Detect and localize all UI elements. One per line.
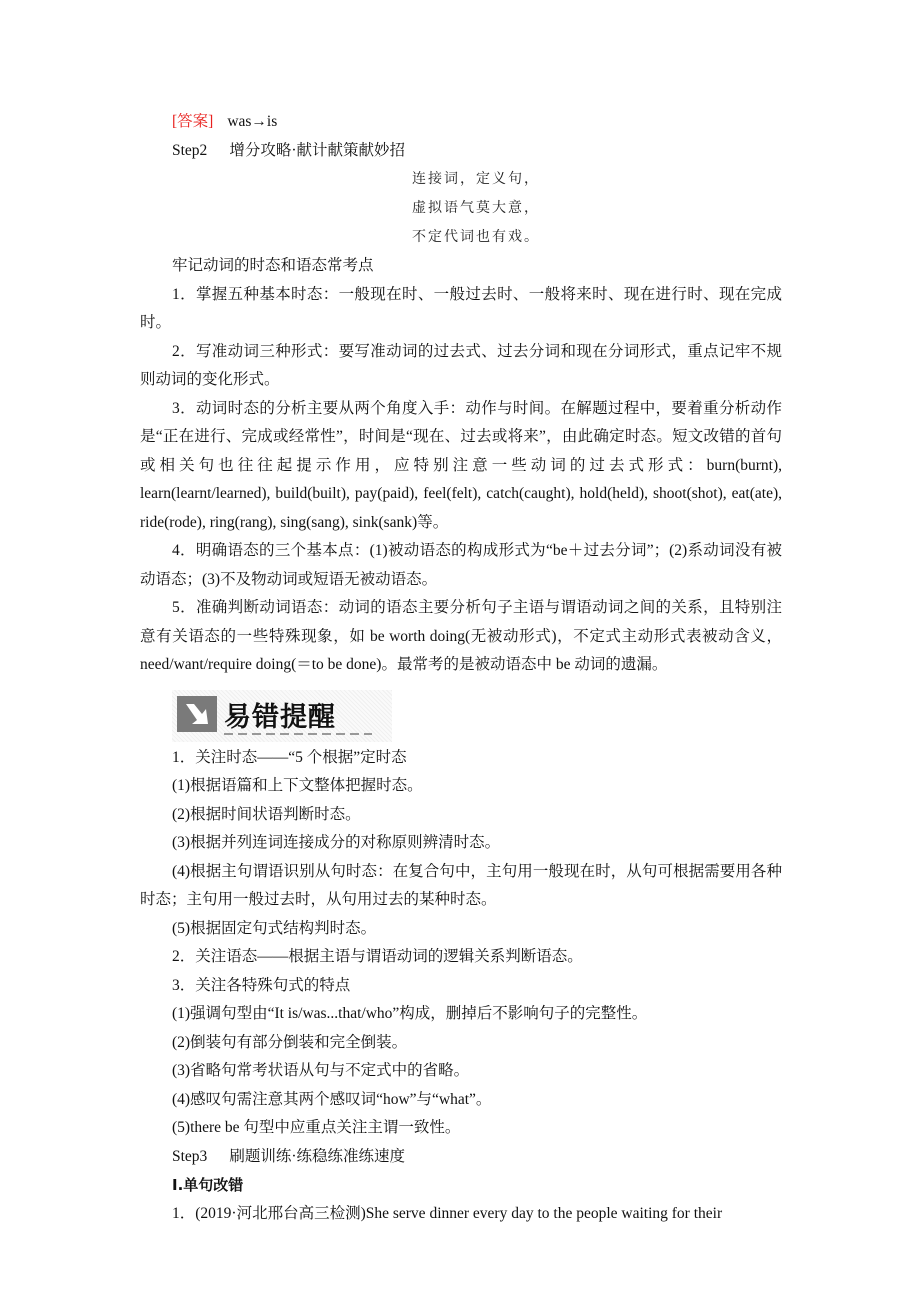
poem-line: 虚拟语气莫大意，: [412, 200, 540, 216]
point-5: 5．准确判断动词语态：动词的语态主要分析句子主语与谓语动词之间的关系，且特别注意有关语态的一些特殊现象，如 be worth doing(无被动形式)，不定式主动形式表被动含义，need/want/require doing(＝to be done)。最常考的是被动语态中 be 动词的遗漏。: [140, 599, 782, 673]
step2-number: Step2: [172, 141, 208, 159]
step3-number: Step3: [172, 1147, 208, 1165]
exercise-heading: Ⅰ.单句改错: [172, 1176, 244, 1194]
document-page: [140, 108, 782, 1228]
answer-label: [答案]: [172, 113, 214, 130]
reminder-1-sub: (2)根据时间状语判断时态。: [172, 805, 361, 823]
reminder-1-sub: (5)根据固定句式结构判时态。: [172, 919, 377, 937]
reminder-3-sub: (4)感叹句需注意其两个感叹词“how”与“what”。: [172, 1090, 492, 1108]
point-3: 3．动词时态的分析主要从两个角度入手：动作与时间。在解题过程中，要着重分析动作是“正在进行、完成或经常性”，时间是“现在、过去或将来”，由此确定时态。短文改错的首句或相关句也往往起提示作用，应特别注意一些动词的过去式形式：burn(burnt), learn(learnt/learned), build(built), pay(paid), feel(felt), catch(caught), hold(held), shoot(shot), eat(ate), ride(rode), ring(rang), sing(sang), sink(sank)等。: [140, 399, 782, 531]
banner-dashed-underline: [224, 733, 372, 735]
step3-heading: [140, 1143, 782, 1172]
arrow-down-right-icon: [177, 696, 217, 732]
exercise-question-1: 1．(2019·河北邢台高三检测)She serve dinner every day to the people waiting for their: [172, 1204, 723, 1222]
poem-line: 不定代词也有戏。: [412, 229, 540, 245]
reminder-3-sub: (1)强调句型由“It is/was...that/who”构成，删掉后不影响句子的完整性。: [172, 1005, 648, 1022]
point-1: 1．掌握五种基本时态：一般现在时、一般过去时、一般将来时、现在进行时、现在完成时。: [140, 285, 782, 331]
reminder-3-sub: (5)there be 句型中应重点关注主谓一致性。: [172, 1119, 461, 1136]
step3-title: 刷题训练·练稳练准练速度: [229, 1147, 405, 1165]
point-2: 2．写准动词三种形式：要写准动词的过去式、过去分词和现在分词形式，重点记牢不规则动词的变化形式。: [140, 342, 782, 388]
reminder-1-sub: (3)根据并列连词连接成分的对称原则辨清时态。: [172, 834, 501, 851]
reminder-2: 2．关注语态——根据主语与谓语动词的逻辑关系判断语态。: [172, 948, 583, 965]
reminder-1-sub: (1)根据语篇和上下文整体把握时态。: [172, 777, 423, 794]
mnemonic-poem: [412, 165, 782, 252]
answer-line: [140, 108, 782, 137]
reminder-3-sub: (3)省略句常考状语从句与不定式中的省略。: [172, 1062, 470, 1079]
answer-value: was→is: [227, 113, 278, 130]
banner-title: 易错提醒: [224, 701, 336, 733]
reminder-3: 3．关注各特殊句式的特点: [172, 976, 351, 994]
reminder-1-sub: (4)根据主句谓语识别从句时态：在复合句中，主句用一般现在时，从句可根据需要用各种时态；主句用一般过去时，从句用过去的某种时态。: [140, 862, 782, 908]
poem-line: 连接词，定义句，: [412, 171, 540, 187]
section-title: 牢记动词的时态和语态常考点: [172, 257, 374, 274]
error-reminder-banner: [172, 690, 392, 742]
reminder-1: 1．关注时态——“5 个根据”定时态: [172, 748, 407, 766]
reminder-3-sub: (2)倒装句有部分倒装和完全倒装。: [172, 1033, 408, 1051]
step2-title: 增分攻略·献计献策献妙招: [229, 141, 405, 159]
point-4: 4．明确语态的三个基本点：(1)被动语态的构成形式为“be＋过去分词”；(2)系动词没有被动语态；(3)不及物动词或短语无被动语态。: [140, 542, 782, 588]
step2-heading: [140, 137, 782, 166]
